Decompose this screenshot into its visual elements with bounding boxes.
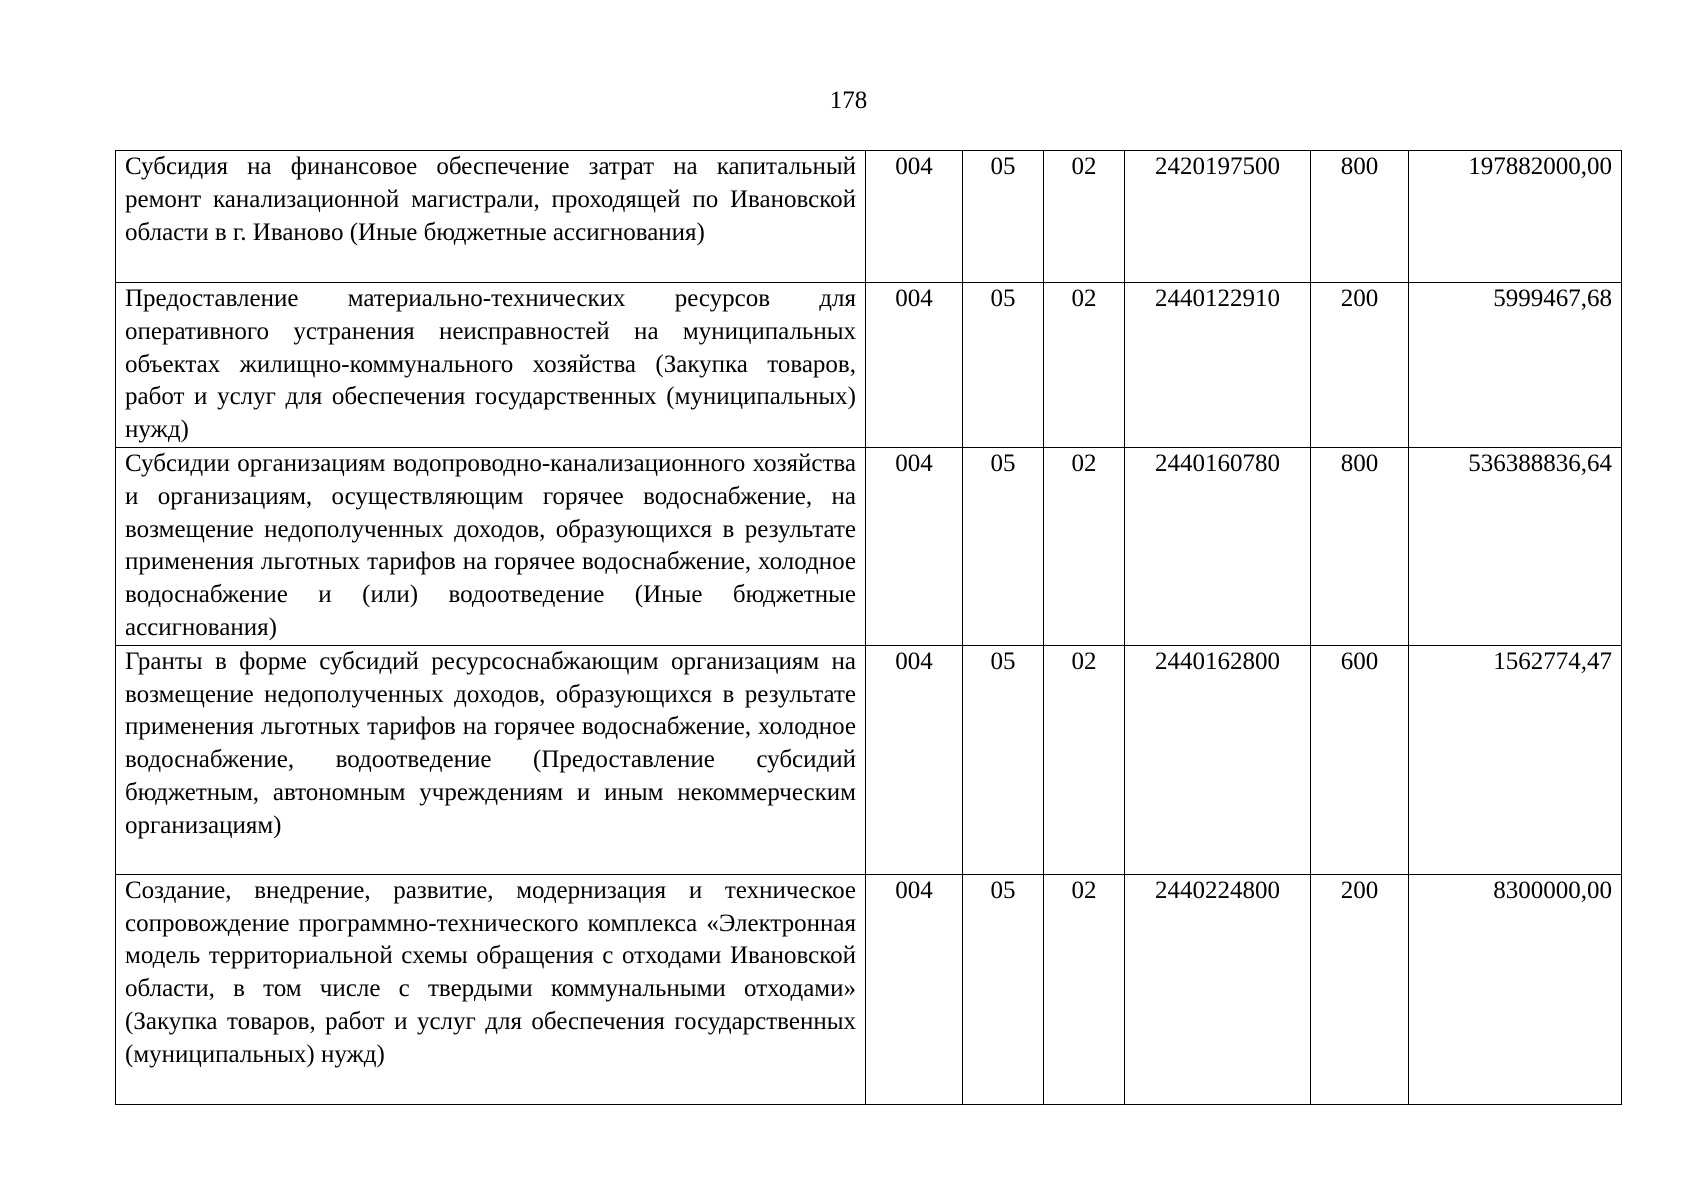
row-grbs-code: 004 <box>866 645 963 874</box>
table-row <box>116 283 1622 448</box>
row-description: Создание, внедрение, развитие, модернизация и техническое сопровождение программно-технического комплекса «Электронная модель территориальной схемы обращения с отходами Ивановской области, в том числе с твердыми коммунальными отходами» (Закупка товаров, работ и услуг для обеспечения государственных (муниципальных) нужд) <box>116 874 866 1104</box>
row-subsection-code: 02 <box>1044 283 1125 448</box>
table-row <box>116 874 1622 1104</box>
table-row <box>116 151 1622 283</box>
row-section-code: 05 <box>963 151 1044 283</box>
row-amount: 5999467,68 <box>1409 283 1622 448</box>
row-grbs-code: 004 <box>866 151 963 283</box>
row-expense-type: 200 <box>1311 874 1409 1104</box>
budget-table <box>115 150 1622 1105</box>
row-grbs-code: 004 <box>866 874 963 1104</box>
row-amount: 8300000,00 <box>1409 874 1622 1104</box>
row-subsection-code: 02 <box>1044 645 1125 874</box>
row-expense-type: 200 <box>1311 283 1409 448</box>
row-amount: 197882000,00 <box>1409 151 1622 283</box>
row-grbs-code: 004 <box>866 283 963 448</box>
row-description: Субсидии организациям водопроводно-канализационного хозяйства и организациям, осуществляющим горячее водоснабжение, на возмещение недополученных доходов, образующихся в результате применения льготных тарифов на горячее водоснабжение, холодное водоснабжение и (или) водоотведение (Иные бюджетные ассигнования) <box>116 447 866 645</box>
row-section-code: 05 <box>963 283 1044 448</box>
row-expense-type: 800 <box>1311 151 1409 283</box>
table-row <box>116 447 1622 645</box>
row-target-article: 2440122910 <box>1125 283 1311 448</box>
row-subsection-code: 02 <box>1044 874 1125 1104</box>
row-expense-type: 800 <box>1311 447 1409 645</box>
row-section-code: 05 <box>963 645 1044 874</box>
row-grbs-code: 004 <box>866 447 963 645</box>
row-target-article: 2440160780 <box>1125 447 1311 645</box>
row-subsection-code: 02 <box>1044 151 1125 283</box>
row-expense-type: 600 <box>1311 645 1409 874</box>
row-amount: 536388836,64 <box>1409 447 1622 645</box>
row-description: Предоставление материально-технических ресурсов для оперативного устранения неисправностей на муниципальных объектах жилищно-коммунального хозяйства (Закупка товаров, работ и услуг для обеспечения государственных (муниципальных) нужд) <box>116 283 866 448</box>
row-target-article: 2440162800 <box>1125 645 1311 874</box>
row-section-code: 05 <box>963 874 1044 1104</box>
row-subsection-code: 02 <box>1044 447 1125 645</box>
table-row <box>116 645 1622 874</box>
row-target-article: 2420197500 <box>1125 151 1311 283</box>
row-description: Субсидия на финансовое обеспечение затрат на капитальный ремонт канализационной магистрали, проходящей по Ивановской области в г. Иваново (Иные бюджетные ассигнования) <box>116 151 866 283</box>
page-number: 178 <box>829 87 868 114</box>
row-amount: 1562774,47 <box>1409 645 1622 874</box>
row-target-article: 2440224800 <box>1125 874 1311 1104</box>
row-section-code: 05 <box>963 447 1044 645</box>
row-description: Гранты в форме субсидий ресурсоснабжающим организациям на возмещение недополученных доходов, образующихся в результате применения льготных тарифов на горячее водоснабжение, холодное водоснабжение, водоотведение (Предоставление субсидий бюджетным, автономным учреждениям и иным некоммерческим организациям) <box>116 645 866 874</box>
